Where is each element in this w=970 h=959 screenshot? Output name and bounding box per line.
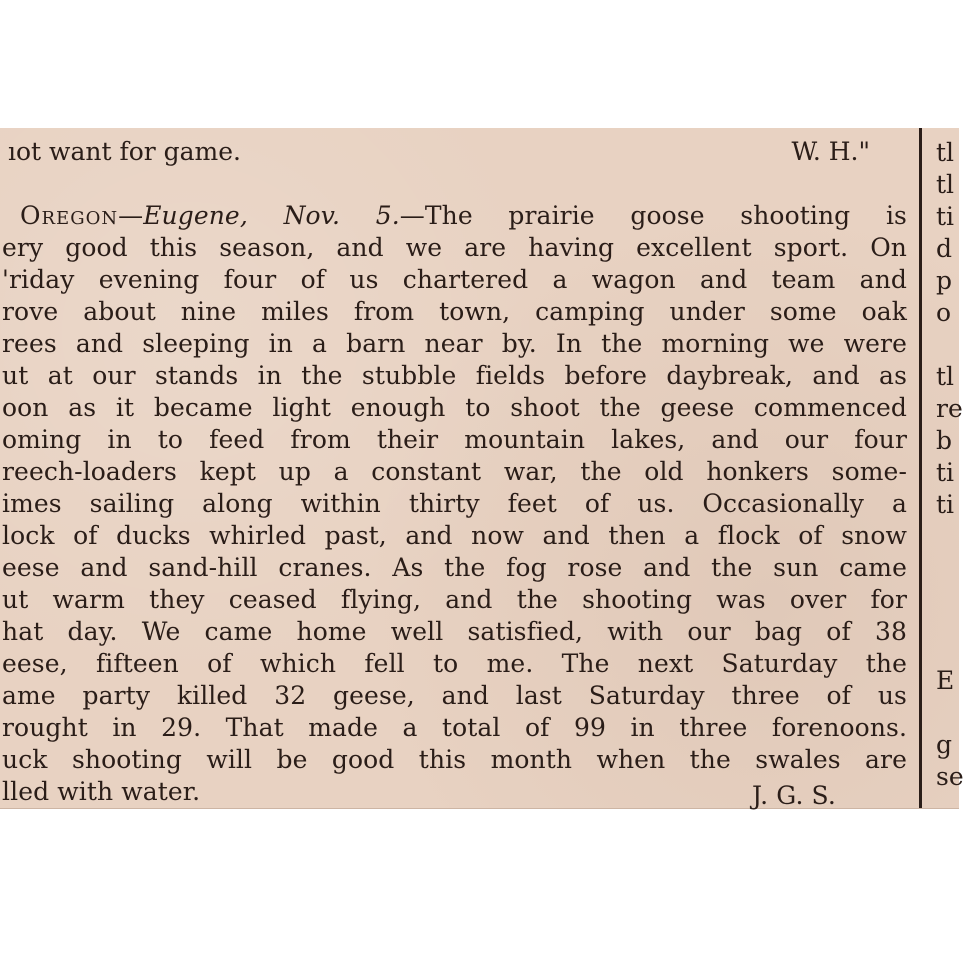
previous-letter-end — [8, 138, 870, 166]
article-line: hat day. We came home well satisfied, with our bag of 38 — [2, 617, 907, 646]
article-line: ut at our stands in the stubble fields before daybreak, and as — [2, 361, 907, 390]
article-line: rought in 29. That made a total of 99 in three forenoons. — [2, 713, 907, 742]
fragment-text: p — [936, 266, 953, 295]
article-line: rove about nine miles from town, camping under some oak — [2, 297, 907, 326]
article-line: ame party killed 32 geese, and last Saturday three of us — [2, 681, 907, 710]
article-line-last: lled with water. — [2, 777, 201, 806]
fragment-text: tl — [936, 138, 955, 167]
article-line: lock of ducks whirled past, and now and then a flock of snow — [2, 521, 907, 550]
article-heading-city: Eugene, — [143, 201, 248, 230]
previous-letter-last-line: ıot want for game. — [8, 137, 241, 166]
article-heading-date: Nov. 5. — [283, 201, 400, 230]
article-line: eese, fifteen of which fell to me. The next Saturday the — [2, 649, 907, 678]
article-line: eese and sand-hill cranes. As the fog rose and the sun came — [2, 553, 907, 582]
main-column — [0, 128, 910, 808]
newspaper-clipping — [0, 128, 964, 810]
fragment-text: o — [936, 298, 952, 327]
article-line: reech-loaders kept up a constant war, the old honkers some- — [2, 457, 907, 486]
article-first-line-rest: —The prairie goose shooting is — [399, 201, 907, 230]
fragment-text: ti — [936, 458, 955, 487]
article-signature: J. G. S. — [752, 781, 836, 810]
fragment-text: d — [936, 234, 953, 263]
fragment-text: re — [936, 394, 963, 423]
article-line: 'riday evening four of us chartered a wagon and team and — [2, 265, 907, 294]
article-line: ery good this season, and we are having excellent sport. On — [2, 233, 907, 262]
fragment-text: tl — [936, 170, 955, 199]
fragment-text: g — [936, 730, 953, 759]
previous-letter-signature: W. H." — [791, 137, 870, 166]
fragment-text: ti — [936, 490, 955, 519]
article-first-line: Oregon—Eugene, Nov. 5.—The prairie goose shooting is — [20, 201, 907, 230]
column-rule — [919, 128, 922, 808]
article-heading-place: Oregon — [20, 201, 119, 230]
article-line: uck shooting will be good this month when the swales are — [2, 745, 907, 774]
fragment-text: E — [936, 666, 955, 695]
fragment-text: se — [936, 762, 964, 791]
article-line: oon as it became light enough to shoot the geese commenced — [2, 393, 907, 422]
article-line: imes sailing along within thirty feet of us. Occasionally a — [2, 489, 907, 518]
fragment-text: tl — [936, 362, 955, 391]
article-line: oming in to feed from their mountain lakes, and our four — [2, 425, 907, 454]
fragment-text: ti — [936, 202, 955, 231]
fragment-text: b — [936, 426, 953, 455]
adjacent-column-fragments — [930, 128, 970, 808]
article-line: rees and sleeping in a barn near by. In the morning we were — [2, 329, 907, 358]
article-line: ut warm they ceased flying, and the shooting was over for — [2, 585, 907, 614]
